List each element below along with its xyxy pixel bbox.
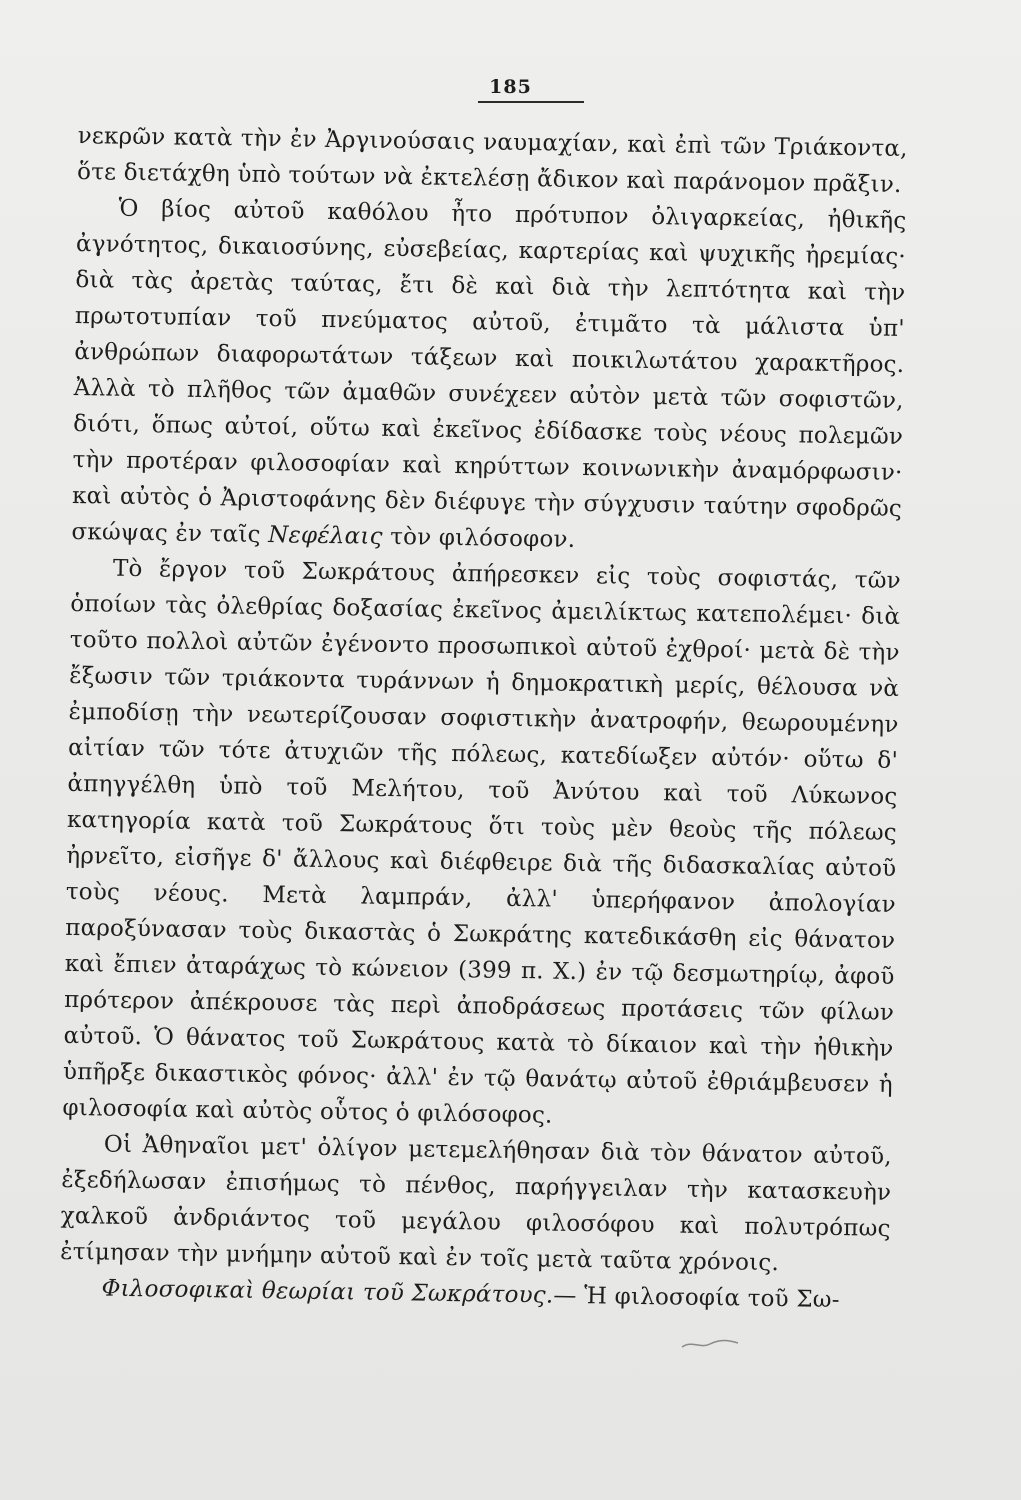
body-text — [59, 118, 908, 1319]
paragraph-4 — [60, 1126, 892, 1283]
paragraph-1-text: νεκρῶν κατὰ τὴν ἐν Ἀργινούσαις ναυμαχίαν, καὶ ἐπὶ τῶν Τριάκοντα, ὅτε διετάχθη ὑπὸ τούτων νὰ ἐκτελέσῃ ἄδικον καὶ παράνομον πρᾶξιν. — [76, 122, 908, 198]
header-rule — [478, 101, 584, 103]
paragraph-3 — [62, 550, 901, 1139]
page-number: 185 — [489, 76, 532, 98]
work-title-nephelai: Νεφέλαις — [267, 522, 383, 550]
paragraph-2-text-b: τὸν φιλόσοφον. — [390, 523, 576, 553]
paragraph-3-text: Τὸ ἔργον τοῦ Σωκράτους ἀπήρεσκεν εἰς τοὺς σοφιστάς, τῶν ὁποίων τὰς ὀλεθρίας δοξασίας ἐκεῖνος ἀμειλίκτως κατεπολέμει· διὰ τοῦτο πολλοὶ αὐτῶν ἐγένοντο προσωπικοὶ αὐτοῦ ἐχθροί· μετὰ δὲ τὴν ἔξωσιν τῶν τριάκοντα τυράννων ἡ δημοκρατικὴ μερίς, θέλουσα νὰ ἐμποδίσῃ τὴν νεωτερίζουσαν σοφιστικὴν ἀνατροφήν, θεωρουμένην αἰτίαν τῶν τότε ἀτυχιῶν τῆς πόλεως, κατεδίωξεν αὐτόν· οὕτω δ' ἀπηγγέλθη ὑπὸ τοῦ Μελήτου, τοῦ Ἀνύτου καὶ τοῦ Λύκωνος κατηγορία κατὰ τοῦ Σωκράτους ὅτι τοὺς μὲν θεοὺς τῆς πόλεως ἠρνεῖτο, εἰσῆγε δ' ἄλλους καὶ διέφθειρε διὰ τῆς διδασκαλίας αὐτοῦ τοὺς νέους. Μετὰ λαμπράν, ἀλλ' ὑπερήφανον ἀπολογίαν παροξύνασαν τοὺς δικαστὰς ὁ Σωκράτης κατεδικάσθη εἰς θάνατον καὶ ἔπιεν ἀταράχως τὸ κώνειον (399 π. Χ.) ἐν τῷ δεσμωτηρίῳ, ἀφοῦ πρότερον ἀπέκρουσε τὰς περὶ ἀποδράσεως προτάσεις τῶν φίλων αὐτοῦ. Ὁ θάνατος τοῦ Σωκράτους κατὰ τὸ δίκαιον καὶ τὴν ἠθικὴν ὑπῆρξε δικαστικὸς φόνος· ἀλλ' ἐν τῷ θανάτῳ αὐτοῦ ἐθριάμβευσεν ἡ φιλοσοφία καὶ αὐτὸς οὗτος ὁ φιλόσοφος. — [62, 555, 902, 1129]
paragraph-2 — [71, 190, 907, 563]
pencil-mark — [680, 1338, 740, 1350]
paragraph-4-text: Οἱ Ἀθηναῖοι μετ' ὀλίγον μετεμελήθησαν διὰ τὸν θάνατον αὐτοῦ, ἐξεδήλωσαν ἐπισήμως τὸ πένθος, παρήγγειλαν τὴν κατασκευὴν χαλκοῦ ἀνδριάντος τοῦ μεγάλου φιλοσόφου καὶ πολυτρόπως ἐτίμησαν τὴν μνήμην αὐτοῦ καὶ ἐν τοῖς μετὰ ταῦτα χρόνοις. — [59, 1131, 892, 1277]
paragraph-1 — [77, 118, 908, 203]
paragraph-5-text: Ἡ φιλοσοφία τοῦ Σω- — [583, 1283, 840, 1314]
section-heading: Φιλοσοφικαὶ θεωρίαι τοῦ Σωκράτους.— — [101, 1275, 577, 1309]
paragraph-2-text-a: Ὁ βίος αὐτοῦ καθόλου ἦτο πρότυπον ὀλιγαρκείας, ἠθικῆς ἀγνότητος, δικαιοσύνης, εὐσεβείας, καρτερίας καὶ ψυχικῆς ἠρεμίας· διὰ τὰς ἀρετὰς ταύτας, ἔτι δὲ καὶ διὰ τὴν λεπτότητα καὶ τὴν πρωτοτυπίαν τοῦ πνεύματος αὐτοῦ, ἐτιμᾶτο τὰ μάλιστα ὑπ' ἀνθρώπων διαφορωτάτων τάξεων καὶ ποικιλωτάτου χαρακτῆρος. Ἀλλὰ τὸ πλῆθος τῶν ἀμαθῶν συνέχεεν αὐτὸν μετὰ τῶν σοφιστῶν, διότι, ὅπως αὐτοί, οὕτω καὶ ἐκεῖνος ἐδίδασκε τοὺς νέους πολεμῶν τὴν προτέραν φιλοσοφίαν καὶ κηρύττων κοινωνικὴν ἀναμόρφωσιν· καὶ αὐτὸς ὁ Ἀριστοφάνης δὲν διέφυγε τὴν σύγχυσιν ταύτην σφοδρῶς σκώψας ἐν ταῖς — [71, 195, 907, 548]
